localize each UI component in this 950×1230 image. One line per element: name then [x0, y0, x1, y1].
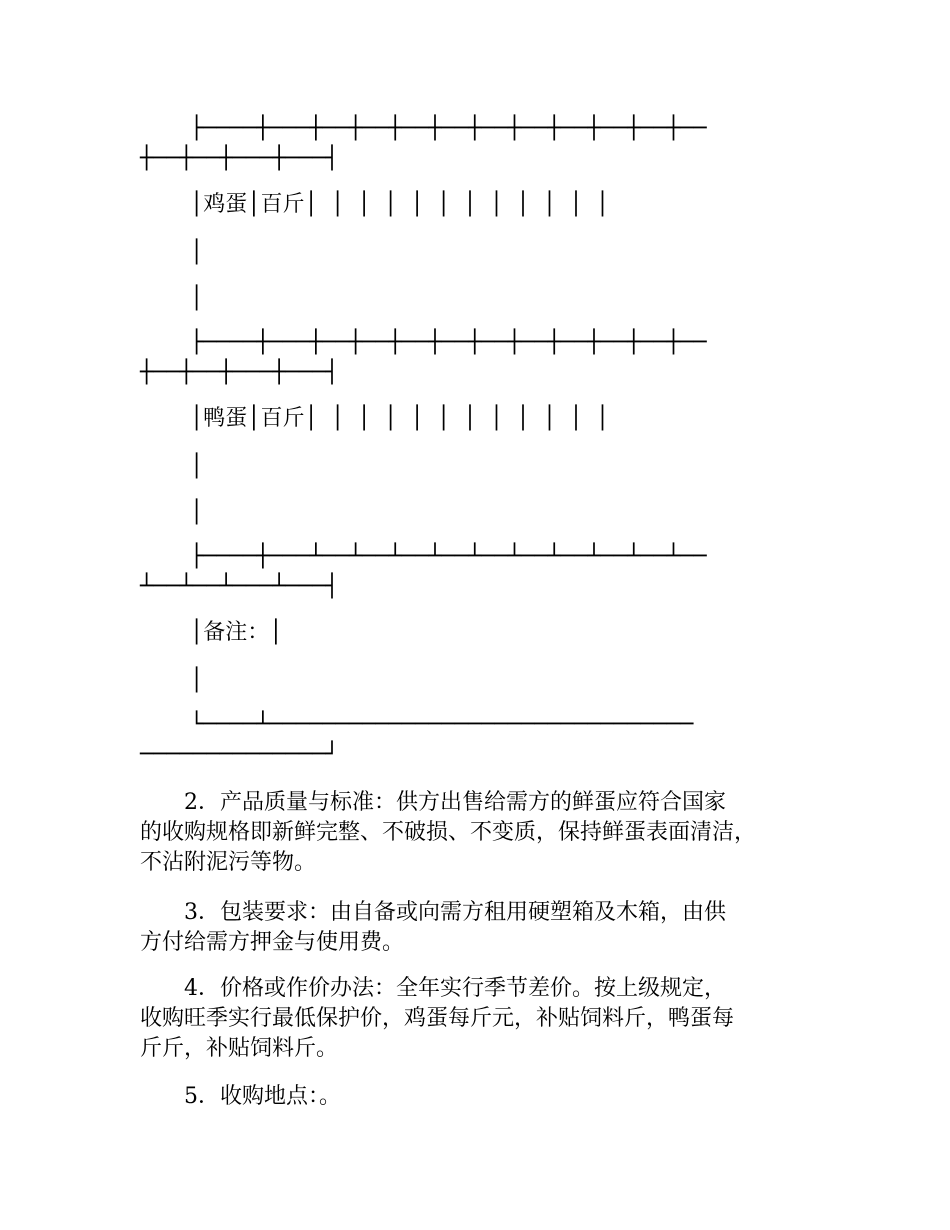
clause-3-line-2: 方付给需方押金与使用费。 [140, 930, 405, 955]
table-row-egg: │鸡蛋│百斤│ │ │ │ │ │ │ │ │ │ │ │ [190, 192, 610, 217]
table-row-bar: │ [190, 500, 204, 525]
table-border-line-cont: ──────────────┘ [140, 742, 339, 767]
clause-2-line-3: 不沾附泥污等物。 [140, 850, 317, 875]
table-border-line-cont: ┼──┼──┼───┼───┤ [140, 360, 339, 385]
table-row-bar: │ [190, 240, 204, 265]
table-border-line: ├────┼───┴──┴──┴──┴──┴──┴──┴──┴──┴──┴── [190, 544, 707, 569]
table-border-line: └────┴──────────────────────────────── [190, 712, 694, 737]
clause-2-line-1: 2．产品质量与标准：供方出售给需方的鲜蛋应符合国家 [184, 790, 726, 815]
table-border-line: ├────┼───┼──┼──┼──┼──┼──┼──┼──┼──┼──┼── [190, 116, 707, 141]
clause-4-line-2: 收购旺季实行最低保护价，鸡蛋每斤元，补贴饲料斤，鸭蛋每 [140, 1006, 735, 1031]
clause-4-line-3: 斤斤，补贴饲料斤。 [140, 1036, 339, 1061]
clause-5-line-1: 5．收购地点：。 [184, 1084, 341, 1109]
table-border-line-cont: ┴──┴──┴───┴───┤ [140, 574, 339, 599]
clause-3-line-1: 3．包装要求：由自备或向需方租用硬塑箱及木箱，由供 [184, 900, 726, 925]
table-row-bar: │ [190, 668, 204, 693]
clause-2-line-2: 的收购规格即新鲜完整、不破损、不变质，保持鲜蛋表面清洁， [140, 820, 757, 845]
table-row-bar: │ [190, 286, 204, 311]
table-row-duck-egg: │鸭蛋│百斤│ │ │ │ │ │ │ │ │ │ │ │ [190, 406, 610, 431]
table-row-bar: │ [190, 454, 204, 479]
table-row-remarks: │备注：│ [190, 620, 283, 645]
clause-4-line-1: 4．价格或作价办法：全年实行季节差价。按上级规定， [184, 976, 726, 1001]
table-border-line: ├────┼───┼──┼──┼──┼──┼──┼──┼──┼──┼──┼── [190, 330, 707, 355]
table-border-line-cont: ┼──┼──┼───┼───┤ [140, 146, 339, 171]
